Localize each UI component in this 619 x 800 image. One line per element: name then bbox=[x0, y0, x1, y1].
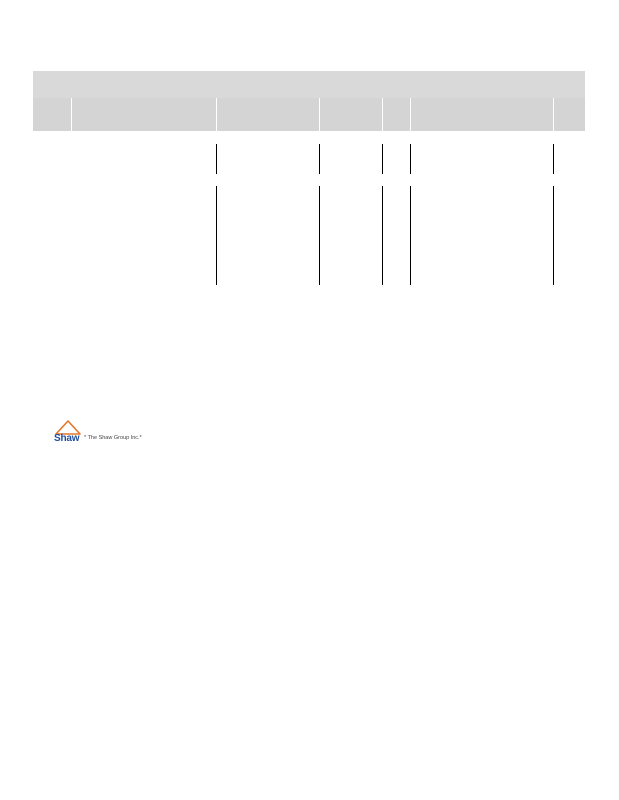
column-divider bbox=[319, 144, 320, 174]
table-title-band bbox=[33, 71, 585, 98]
column-divider bbox=[553, 144, 554, 174]
column-divider bbox=[410, 186, 411, 285]
header-separator bbox=[71, 98, 72, 131]
header-separator bbox=[553, 98, 554, 131]
table-header-band bbox=[33, 98, 585, 131]
column-divider bbox=[410, 144, 411, 174]
logo-tagline: * The Shaw Group Inc.* bbox=[84, 435, 142, 441]
header-separator bbox=[382, 98, 383, 131]
header-separator bbox=[410, 98, 411, 131]
company-logo bbox=[53, 420, 173, 448]
column-divider bbox=[382, 186, 383, 285]
column-divider bbox=[216, 144, 217, 174]
header-separator bbox=[319, 98, 320, 131]
column-divider bbox=[553, 186, 554, 285]
column-divider bbox=[216, 186, 217, 285]
logo-wordmark: Shaw bbox=[54, 433, 80, 444]
header-separator bbox=[216, 98, 217, 131]
column-divider bbox=[382, 144, 383, 174]
column-divider bbox=[319, 186, 320, 285]
